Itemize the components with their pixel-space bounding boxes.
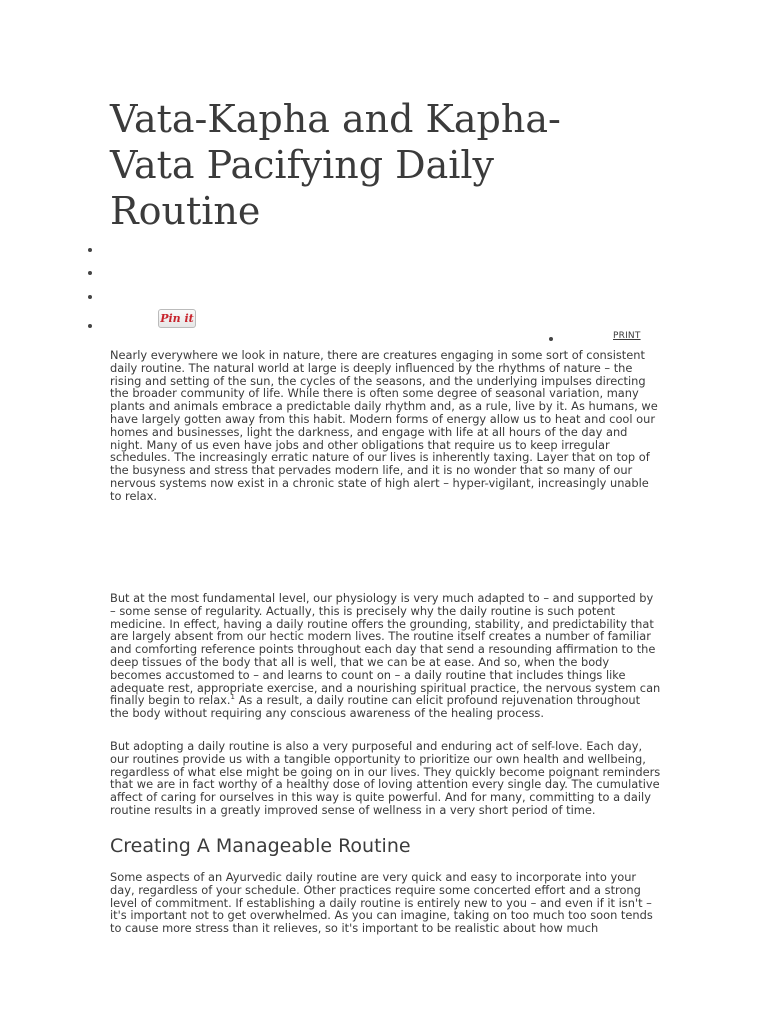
- share-item-bullet: [88, 271, 92, 275]
- share-item-bullet: [88, 295, 92, 299]
- body-paragraph-text: But at the most fundamental level, our physiology is very much adapted to – and supported by – some sense of regularity. Actually, this is precisely why the daily routine is such potent medicine. In effect, having a daily routine offers the grounding, stability, and predictability that are largely absent from our hectic modern lives. The routine itself creates a number of familiar and comforting reference points throughout each day that send a resounding affirmation to the deep tissues of the body that all is well, that we can be at ease. And so, when the body becomes accustomed to – and learns to count on – a daily routine that includes things like adequate rest, appropriate exercise, and a nourishing spiritual practice, the nervous system can finally begin to relax.: [110, 591, 661, 708]
- share-item-bullet: [88, 248, 92, 252]
- body-paragraph: [110, 592, 662, 720]
- print-bullet: [549, 337, 553, 341]
- body-paragraph: Some aspects of an Ayurvedic daily routine are very quick and easy to incorporate into your day, regardless of your schedule. Other practices require some concerted effort and a strong level of commitment. If establishing a daily routine is entirely new to you – and even if it isn't – it's important not to get overwhelmed. As you can imagine, taking on too much too soon tends to cause more stress than it relieves, so it's important to be realistic about how much: [110, 870, 653, 936]
- print-link[interactable]: PRINT: [613, 331, 641, 341]
- intro-paragraph: Nearly everywhere we look in nature, there are creatures engaging in some sort of consistent daily routine. The natural world at large is deeply influenced by the rhythms of nature – the rising and setting of the sun, the cycles of the seasons, and the underlying impulses directing the broader community of life. While there is often some degree of seasonal variation, many plants and animals embrace a predictable daily rhythm and, as a rule, live by it. As humans, we have largely gotten away from this habit. Modern forms of energy allow us to heat and cool our homes and businesses, light the darkness, and engage with life at all hours of the day and night. Many of us even have jobs and other obligations that require us to keep irregular schedules. The increasingly erratic nature of our lives is inherently taxing. Layer that on top of the busyness and stress that pervades modern life, and it is no wonder that so many of our nervous systems now exist in a chronic state of high alert – hyper-vigilant, increasingly unable to relax.: [110, 348, 658, 503]
- share-item-bullet: [88, 324, 92, 328]
- footnote-marker[interactable]: 1: [230, 693, 236, 702]
- section-heading: Creating A Manageable Routine: [110, 835, 411, 857]
- page-title: Vata-Kapha and Kapha-Vata Pacifying Daily Routine: [110, 97, 561, 233]
- body-paragraph-text-continued: As a result, a daily routine can elicit profound rejuvenation throughout the body without requiring any conscious awareness of the healing process.: [110, 693, 641, 721]
- pin-it-button[interactable]: Pin it: [158, 309, 196, 328]
- body-paragraph: But adopting a daily routine is also a very purposeful and enduring act of self-love. Each day, our routines provide us with a tangible opportunity to prioritize our own health and wellbeing, regardless of what else might be going on in our lives. They quickly become poignant reminders that we are in fact worthy of a healthy dose of loving attention every single day. The cumulative affect of caring for ourselves in this way is quite powerful. And for many, committing to a daily routine results in a greatly improved sense of wellness in a very short period of time.: [110, 739, 661, 817]
